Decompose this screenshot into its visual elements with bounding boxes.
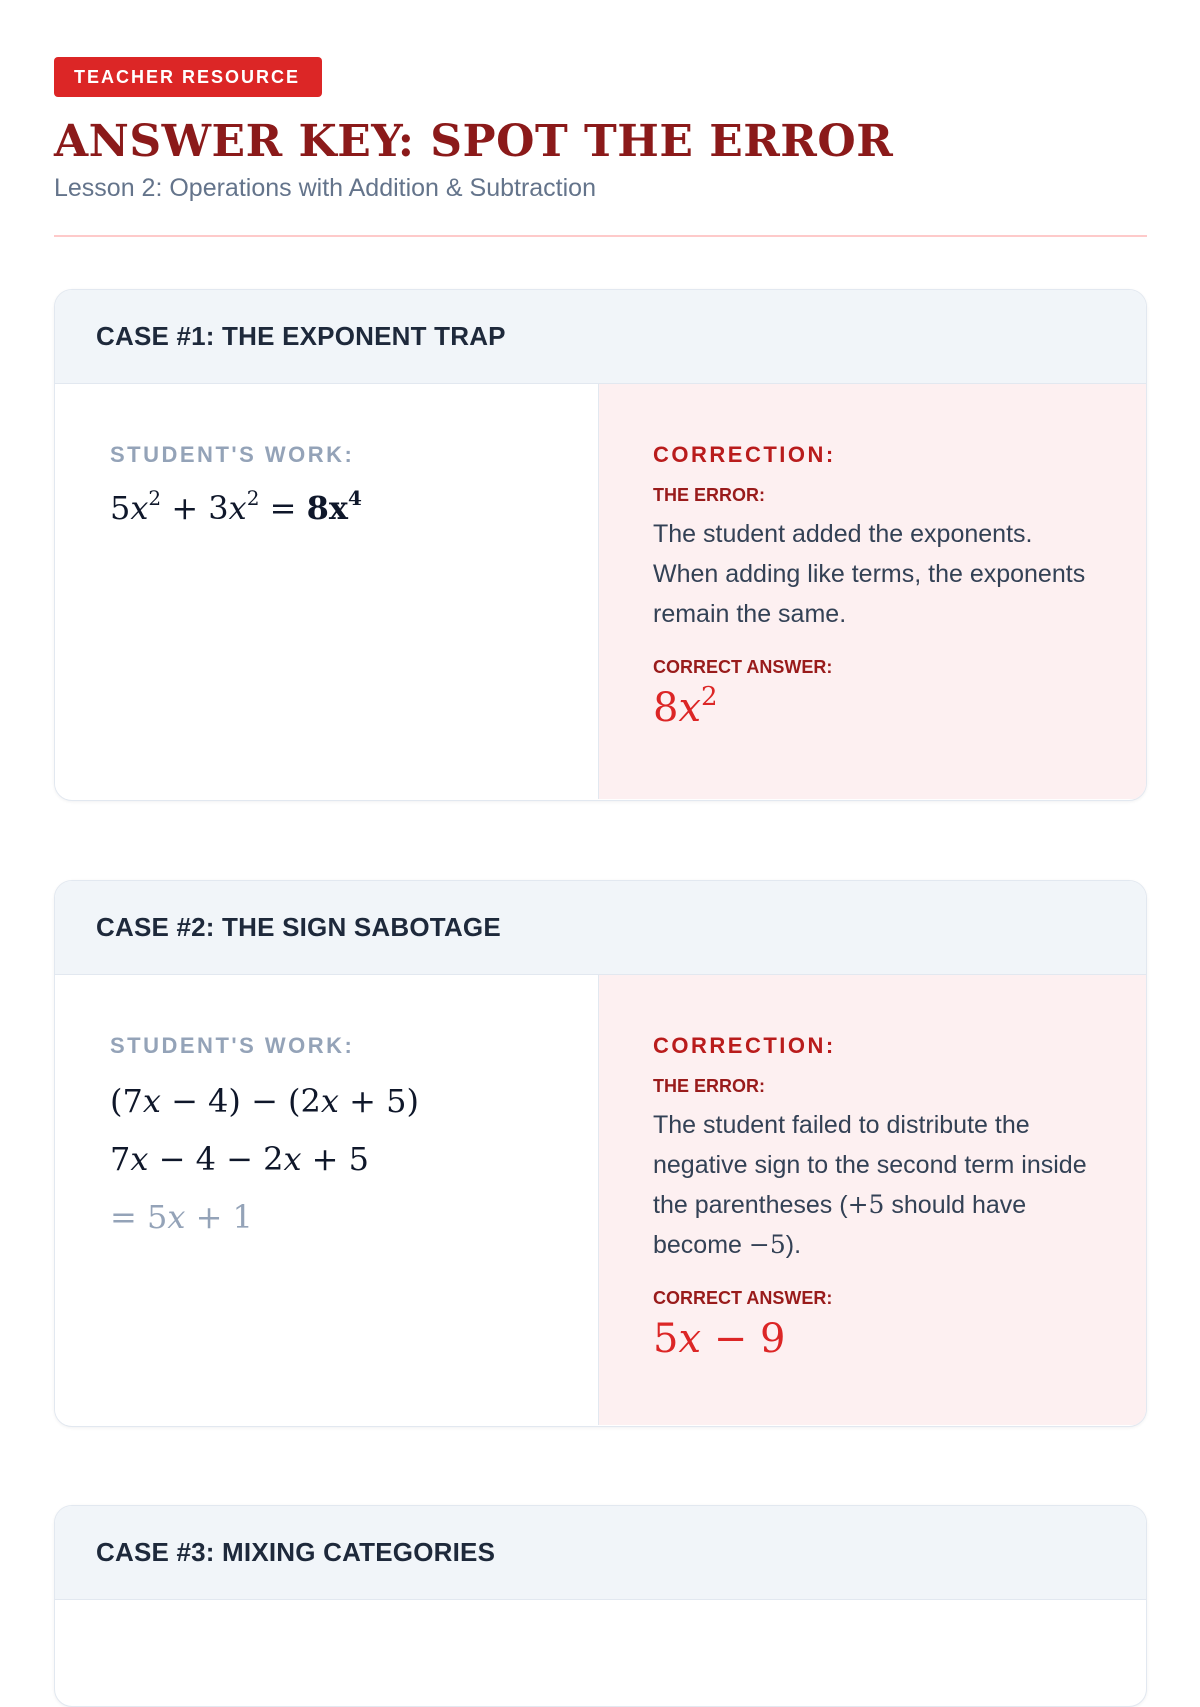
student-work-panel-1: [55, 384, 599, 799]
error-math-1: +5: [847, 1190, 885, 1219]
error-text-3: ).: [785, 1231, 802, 1259]
work-line-3: = 5x + 1: [110, 1198, 253, 1236]
case-title-3: CASE #3: MIXING CATEGORIES: [55, 1506, 1146, 1600]
page-title: ANSWER KEY: SPOT THE ERROR: [54, 116, 894, 167]
error-label: THE ERROR:: [653, 1076, 765, 1096]
answer-key-page: [54, 57, 1147, 237]
case-card-2: [54, 880, 1147, 1427]
student-work-label: STUDENT'S WORK:: [110, 1033, 355, 1058]
correct-answer: $8x^2$: [653, 682, 718, 731]
student-work-panel-2: [55, 975, 599, 1425]
error-text-1: The student failed to distribute the negative sign to the second term inside the parentheses (: [653, 1111, 1087, 1219]
case-card-1: [54, 289, 1147, 801]
correction-label: CORRECTION:: [653, 1033, 836, 1058]
correction-panel-2: [599, 975, 1146, 1425]
case-title-2: CASE #2: THE SIGN SABOTAGE: [55, 881, 1146, 975]
correct-answer-label: CORRECT ANSWER:: [653, 1288, 833, 1308]
page-subtitle: Lesson 2: Operations with Addition & Subtraction: [54, 174, 596, 202]
correct-answer-label: CORRECT ANSWER:: [653, 657, 833, 677]
correct-answer: 5x − 9: [653, 1316, 786, 1362]
case-title-1: CASE #1: THE EXPONENT TRAP: [55, 290, 1146, 384]
student-work-label: STUDENT'S WORK:: [110, 442, 355, 467]
error-explanation: [653, 1105, 1093, 1265]
work-line-2: 7x − 4 − 2x + 5: [110, 1140, 369, 1178]
error-text-2: should have become: [653, 1191, 1027, 1259]
correction-panel-1: [599, 384, 1146, 799]
case-card-3: [54, 1505, 1147, 1707]
correction-label: CORRECTION:: [653, 442, 836, 467]
error-explanation: The student added the exponents. When adding like terms, the exponents remain the same.: [653, 520, 1086, 628]
work-line-1: (7x − 4) − (2x + 5): [110, 1082, 419, 1120]
teacher-resource-badge: TEACHER RESOURCE: [54, 57, 322, 97]
error-label: THE ERROR:: [653, 485, 765, 505]
error-math-2: −5: [748, 1230, 786, 1259]
student-work-equation: $5x^2 + 3x^2 = 8x^4$: [110, 486, 362, 527]
header-divider: [54, 235, 1147, 237]
